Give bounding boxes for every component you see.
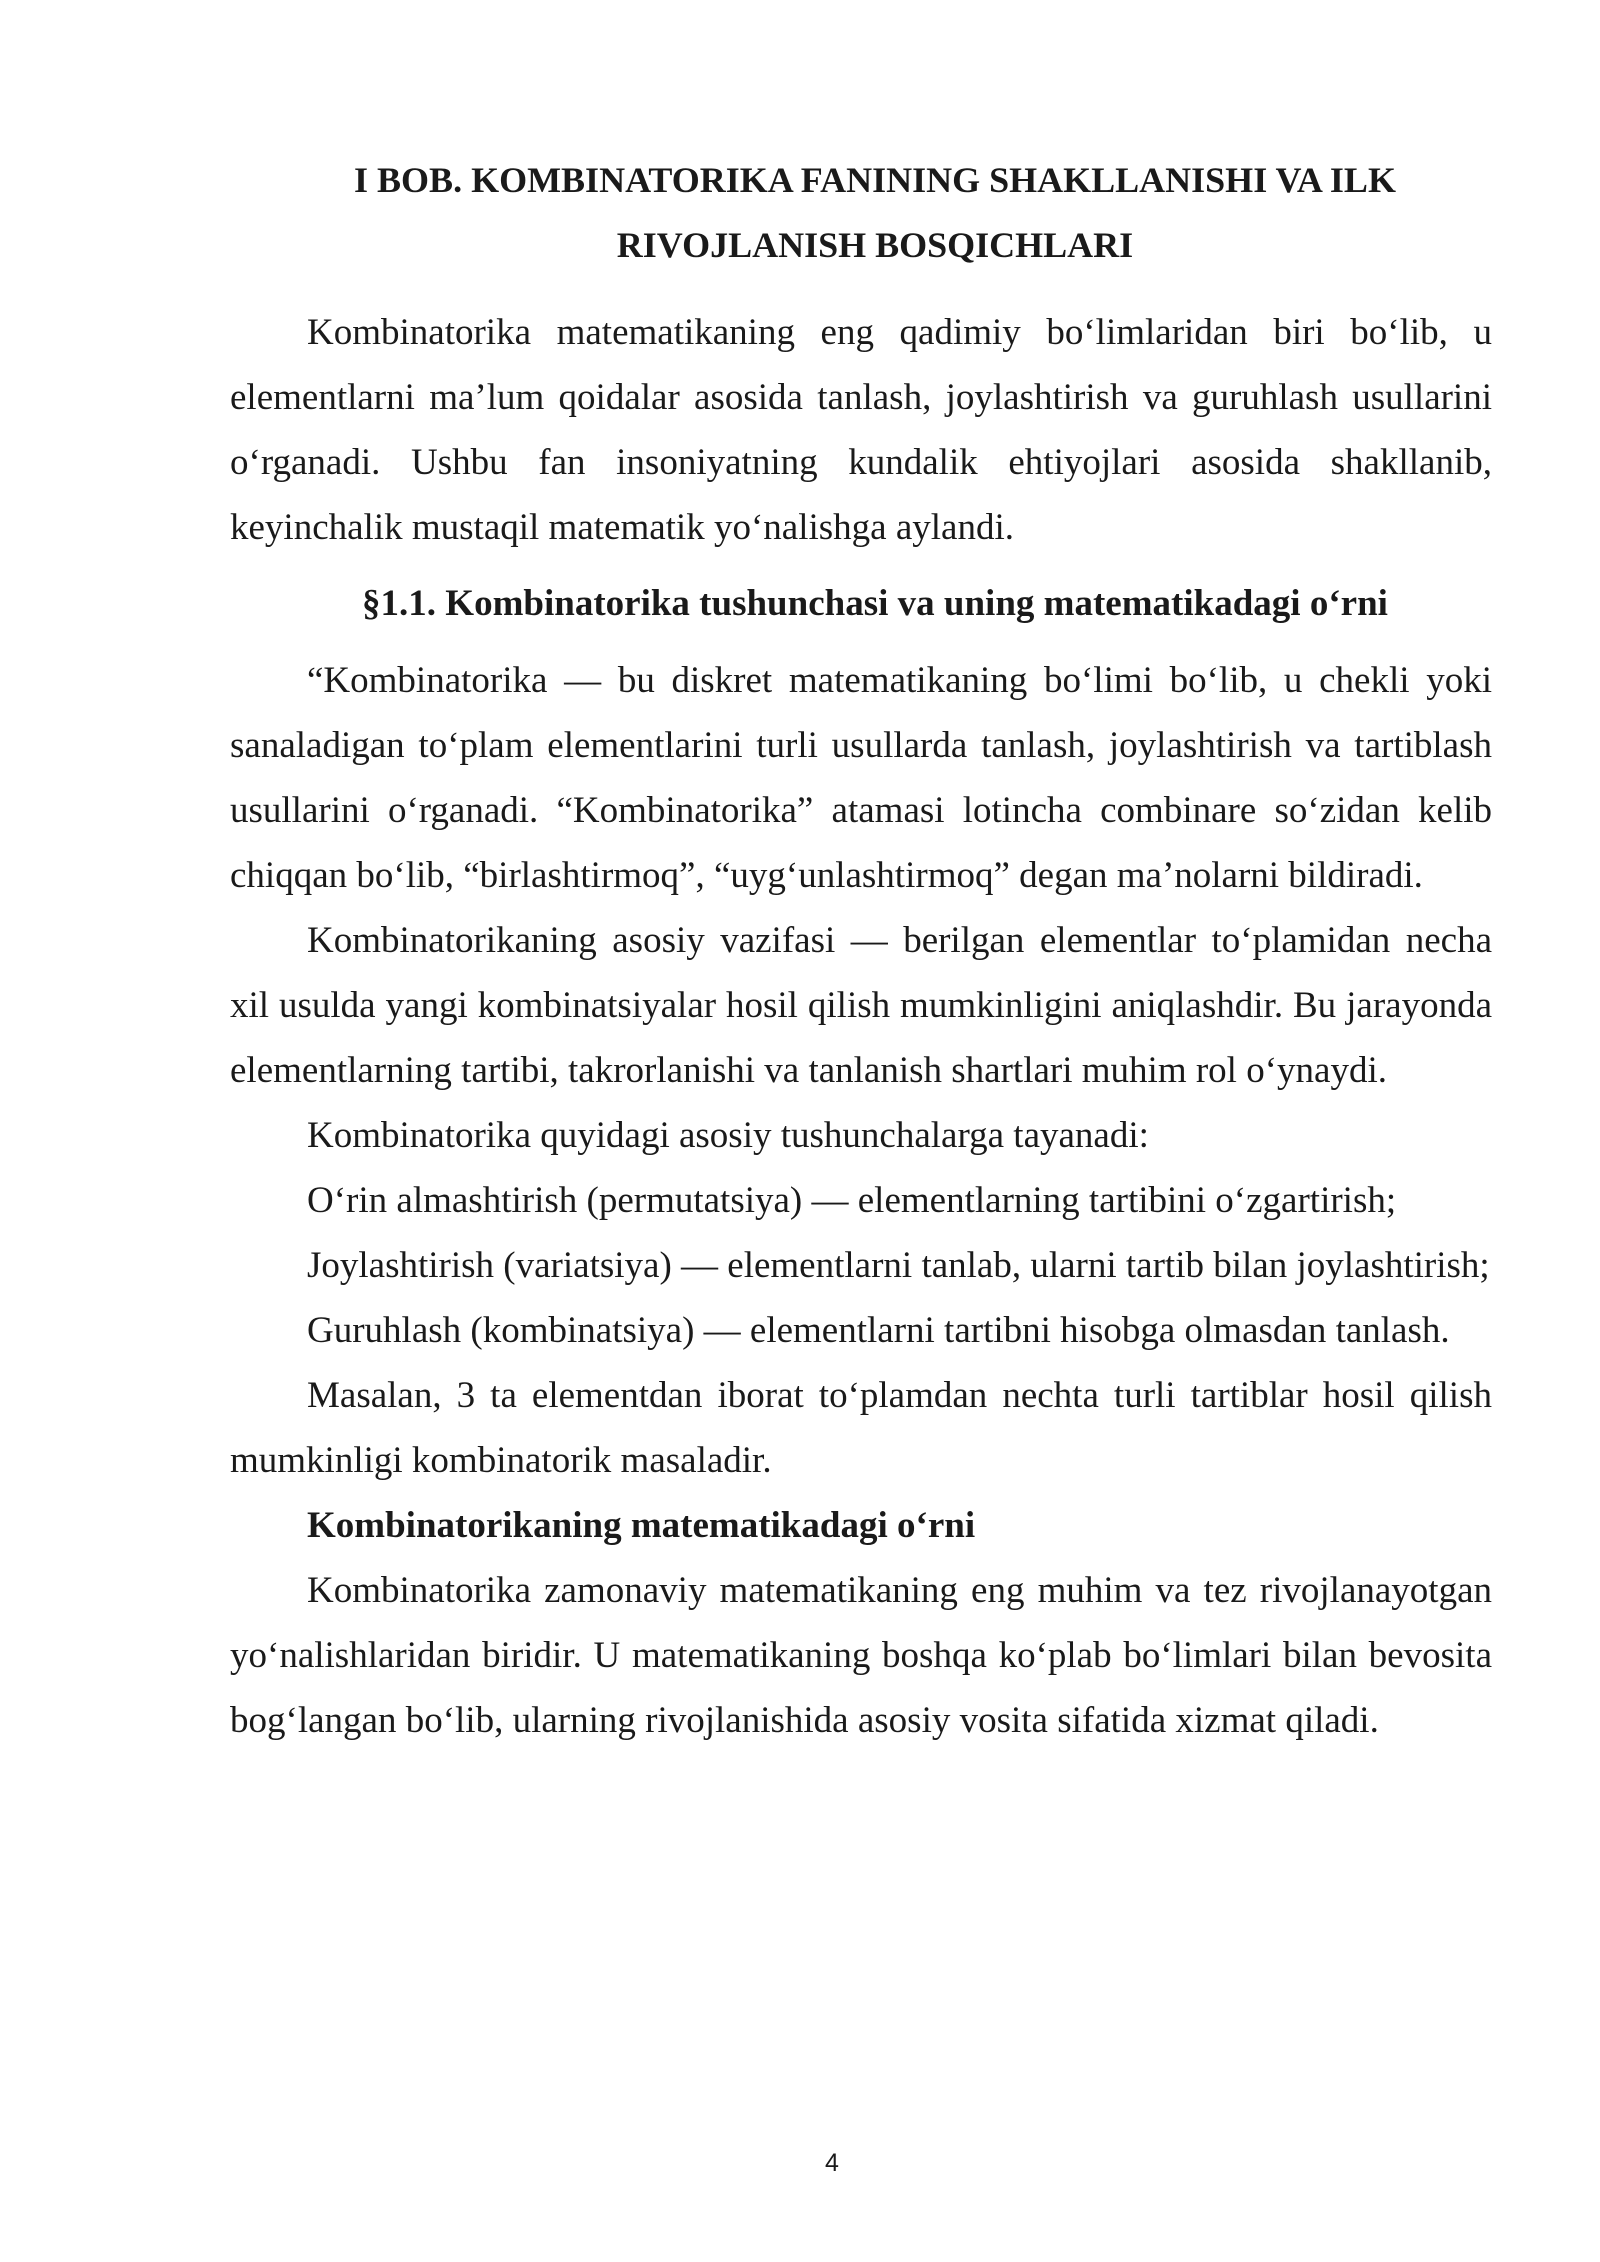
chapter-title: I BOB. KOMBINATORIKA FANINING SHAKLLANISHI VA ILK RIVOJLANISH BOSQICHLARI — [354, 160, 1396, 265]
concepts-intro-paragraph: Kombinatorika quyidagi asosiy tushunchalarga tayanadi: — [307, 1115, 1149, 1156]
concept-permutation: O‘rin almashtirish (permutatsiya) — elementlarning tartibini o‘zgartirish; — [307, 1180, 1397, 1221]
concept-variation: Joylashtirish (variatsiya) — elementlarni tanlab, ularni tartib bilan joylashtirish; — [307, 1245, 1490, 1286]
concept-combination: Guruhlash (kombinatsiya) — elementlarni tartibni hisobga olmasdan tanlash. — [307, 1310, 1450, 1351]
section-title: §1.1. Kombinatorika tushunchasi va uning matematikadagi o‘rni — [362, 583, 1388, 624]
intro-paragraph: Kombinatorika matematikaning eng qadimiy bo‘limlaridan biri bo‘lib, u elementlarni ma’lum qoidalar asosida tanlash, joylashtirish va guruhlash usullarini o‘rganadi. Ushbu fan insoniyatning kundalik ehtiyojlari asosida shakllanib, keyinchalik mustaqil matematik yo‘nalishga aylandi. — [230, 312, 1492, 548]
closing-paragraph: Kombinatorika zamonaviy matematikaning eng muhim va tez rivojlanayotgan yo‘nalishlaridan biridir. U matematikaning boshqa ko‘plab bo‘limlari bilan bevosita bog‘langan bo‘lib, ularning rivojlanishida asosiy vosita sifatida xizmat qiladi. — [230, 1570, 1492, 1741]
page-number: 4 — [825, 2149, 839, 2177]
subheading: Kombinatorikaning matematikadagi o‘rni — [307, 1505, 976, 1546]
example-paragraph: Masalan, 3 ta elementdan iborat to‘plamdan nechta turli tartiblar hosil qilish mumkinligi kombinatorik masaladir. — [230, 1375, 1492, 1481]
definition-paragraph: “Kombinatorika — bu diskret matematikaning bo‘limi bo‘lib, u chekli yoki sanaladigan to‘plam elementlarini turli usullarda tanlash, joylashtirish va tartiblash usullarini o‘rganadi. “Kombinatorika” atamasi lotincha combinare so‘zidan kelib chiqqan bo‘lib, “birlashtirmoq”, “uyg‘unlashtirmoq” degan ma’nolarni bildiradi. — [230, 660, 1492, 896]
page-content — [230, 148, 1492, 1753]
main-task-paragraph: Kombinatorikaning asosiy vazifasi — berilgan elementlar to‘plamidan necha xil usulda yangi kombinatsiyalar hosil qilish mumkinligini aniqlashdir. Bu jarayonda elementlarning tartibi, takrorlanishi va tanlanish shartlari muhim rol o‘ynaydi. — [230, 920, 1492, 1091]
